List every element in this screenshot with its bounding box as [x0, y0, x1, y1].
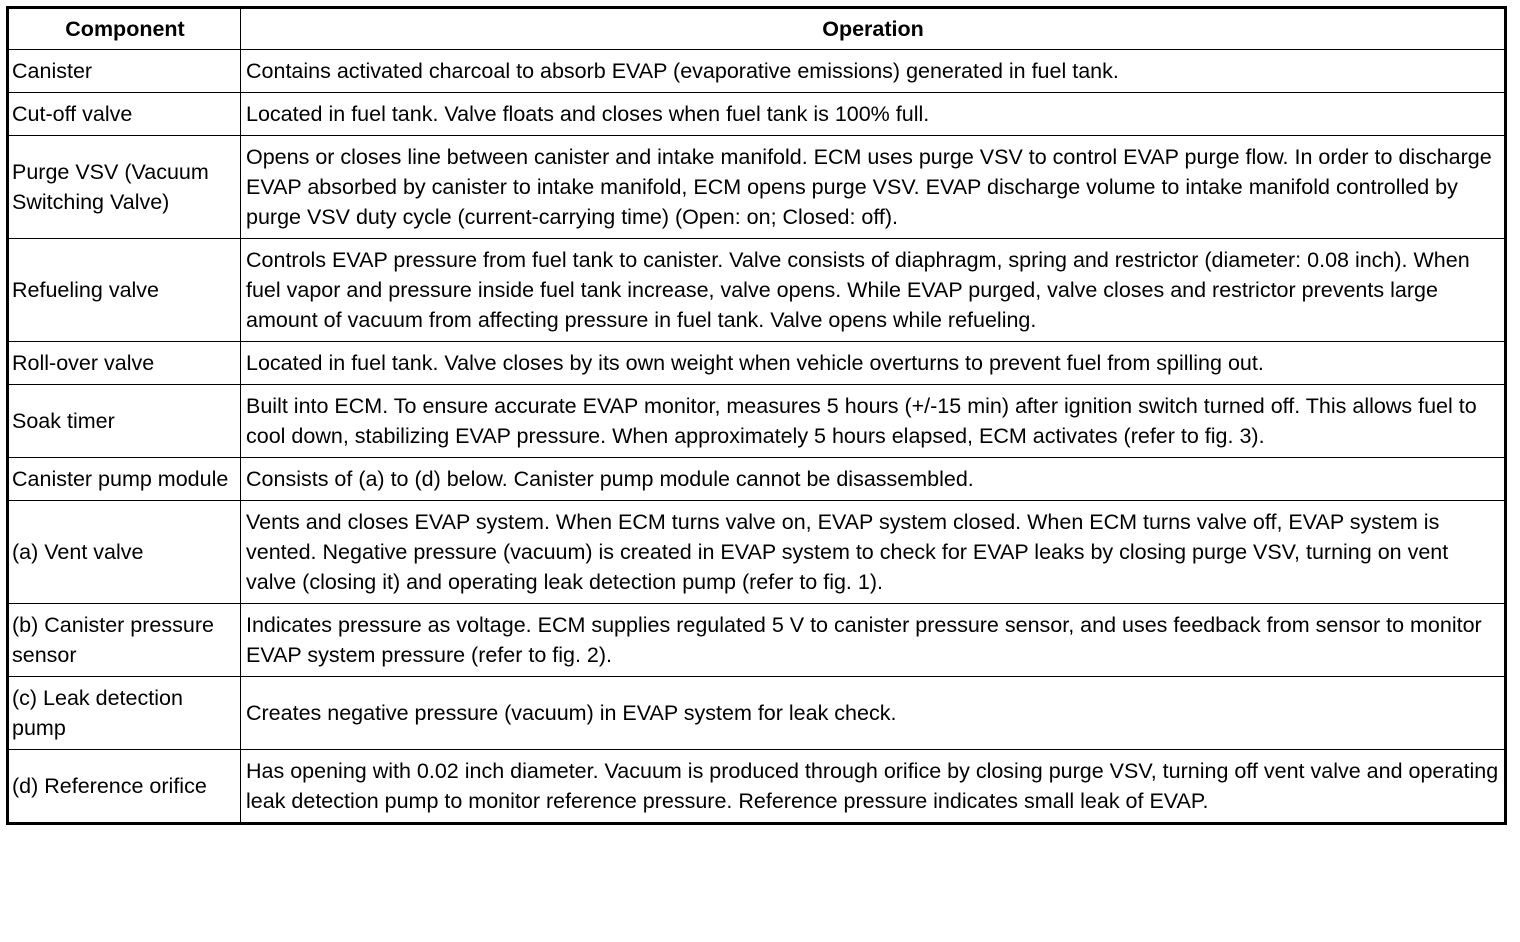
- table-row: [8, 93, 1506, 136]
- operation-cell: Opens or closes line between canister and intake manifold. ECM uses purge VSV to control EVAP purge flow. In order to discharge EVAP absorbed by canister to intake manifold, ECM opens purge VSV. EVAP discharge volume to intake manifold controlled by purge VSV duty cycle (current-carrying time) (Open: on; Closed: off).: [241, 136, 1506, 239]
- table-row: [8, 458, 1506, 501]
- operation-cell: Has opening with 0.02 inch diameter. Vacuum is produced through orifice by closing purge VSV, turning off vent valve and operating leak detection pump to monitor reference pressure. Reference pressure indicates small leak of EVAP.: [241, 750, 1506, 824]
- component-cell: Canister: [8, 50, 241, 93]
- component-cell: Cut-off valve: [8, 93, 241, 136]
- operation-cell: Built into ECM. To ensure accurate EVAP monitor, measures 5 hours (+/-15 min) after ignition switch turned off. This allows fuel to cool down, stabilizing EVAP pressure. When approximately 5 hours elapsed, ECM activates (refer to fig. 3).: [241, 385, 1506, 458]
- operation-cell: Vents and closes EVAP system. When ECM turns valve on, EVAP system closed. When ECM turns valve off, EVAP system is vented. Negative pressure (vacuum) is created in EVAP system to check for EVAP leaks by closing purge VSV, turning on vent valve (closing it) and operating leak detection pump (refer to fig. 1).: [241, 501, 1506, 604]
- operation-cell: Contains activated charcoal to absorb EVAP (evaporative emissions) generated in fuel tank.: [241, 50, 1506, 93]
- table-row: [8, 750, 1506, 824]
- component-cell: Roll-over valve: [8, 342, 241, 385]
- table-row: [8, 604, 1506, 677]
- table-row: [8, 50, 1506, 93]
- component-cell: (c) Leak detection pump: [8, 677, 241, 750]
- component-cell: Canister pump module: [8, 458, 241, 501]
- component-cell: (a) Vent valve: [8, 501, 241, 604]
- operation-cell: Located in fuel tank. Valve floats and closes when fuel tank is 100% full.: [241, 93, 1506, 136]
- component-cell: (d) Reference orifice: [8, 750, 241, 824]
- table-row: [8, 136, 1506, 239]
- header-row: [8, 8, 1506, 50]
- component-cell: Purge VSV (Vacuum Switching Valve): [8, 136, 241, 239]
- operation-cell: Located in fuel tank. Valve closes by its own weight when vehicle overturns to prevent fuel from spilling out.: [241, 342, 1506, 385]
- operation-cell: Creates negative pressure (vacuum) in EVAP system for leak check.: [241, 677, 1506, 750]
- column-header-component: Component: [8, 8, 241, 50]
- evap-components-table: [6, 6, 1507, 825]
- operation-cell: Consists of (a) to (d) below. Canister pump module cannot be disassembled.: [241, 458, 1506, 501]
- component-cell: (b) Canister pressure sensor: [8, 604, 241, 677]
- component-cell: Soak timer: [8, 385, 241, 458]
- table-row: [8, 677, 1506, 750]
- column-header-operation: Operation: [241, 8, 1506, 50]
- operation-cell: Indicates pressure as voltage. ECM supplies regulated 5 V to canister pressure sensor, and uses feedback from sensor to monitor EVAP system pressure (refer to fig. 2).: [241, 604, 1506, 677]
- table-row: [8, 385, 1506, 458]
- operation-cell: Controls EVAP pressure from fuel tank to canister. Valve consists of diaphragm, spring and restrictor (diameter: 0.08 inch). When fuel vapor and pressure inside fuel tank increase, valve opens. While EVAP purged, valve closes and restrictor prevents large amount of vacuum from affecting pressure in fuel tank. Valve opens while refueling.: [241, 239, 1506, 342]
- component-cell: Refueling valve: [8, 239, 241, 342]
- table-row: [8, 342, 1506, 385]
- table-row: [8, 239, 1506, 342]
- table-row: [8, 501, 1506, 604]
